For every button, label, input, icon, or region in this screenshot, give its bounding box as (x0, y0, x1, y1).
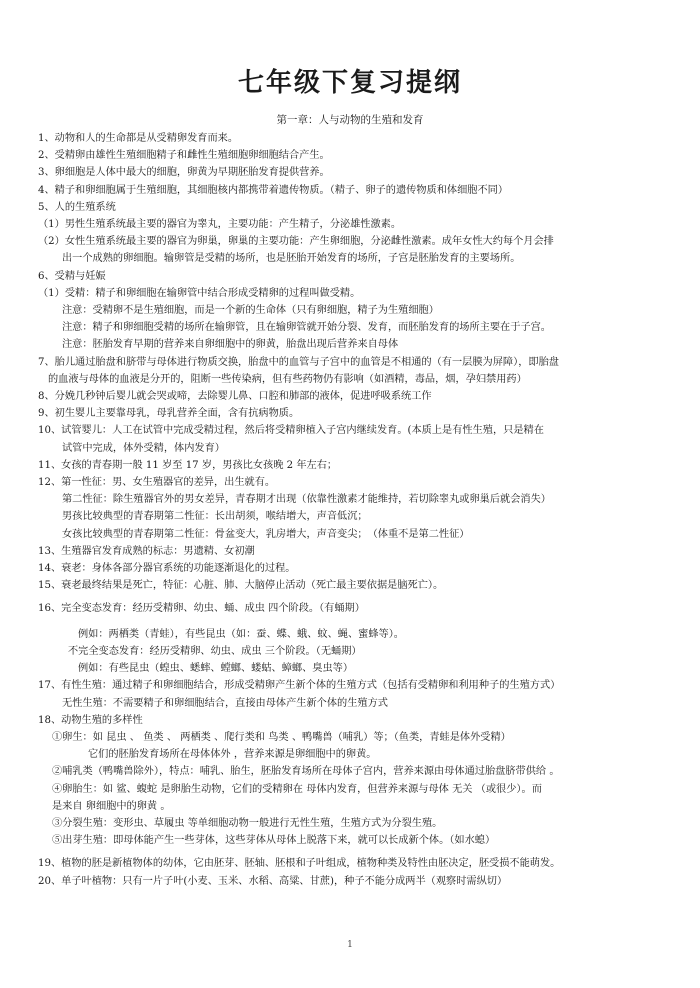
outline-line: 第二性征：除生殖器官外的男女差异，青春期才出现（依靠性激素才能维持，若切除睾丸或卵巢后就会消失） (62, 494, 551, 506)
outline-line: 出一个成熟的卵细胞。输卵管是受精的场所，也是胚胎开始发育的场所，子宫是胚胎发育的主要场所。 (62, 253, 521, 265)
outline-line: 19、植物的胚是新植物体的幼体，它由胚芽、胚轴、胚根和子叶组成，植物种类及特性由胚决定，胚受损不能萌发。 (38, 858, 561, 870)
outline-line: ①卵生：如 昆虫 、 鱼类 、 两栖类 、爬行类和 鸟类 、鸭嘴兽（哺乳）等；（鱼类，青蛙是体外受精） (52, 731, 511, 743)
outline-line: 不完全变态发育：经历受精卵、幼虫、成虫 三个阶段。（无蛹期） (68, 645, 362, 657)
outline-line: （2）女性生殖系统最主要的器官为卵巢，卵巢的主要功能：产生卵细胞，分泌雌性激素。成年女性大约每个月会排 (38, 236, 554, 248)
outline-line: （1）男性生殖系统最主要的器官为睾丸，主要功能：产生精子，分泌雄性激素。 (38, 219, 402, 231)
outline-line: 7、胎儿通过胎盘和脐带与母体进行物质交换，胎盘中的血管与子宫中的血管是不相通的（有一层膜为屏障），即胎盘 (38, 356, 559, 368)
outline-line: 14、衰老：身体各部分器官系统的功能逐渐退化的过程。 (38, 563, 296, 575)
outline-line: 6、受精与妊娠 (38, 270, 106, 282)
outline-line: 17、有性生殖：通过精子和卵细胞结合，形成受精卵产生新个体的生殖方式（包括有受精卵和利用种子的生殖方式） (38, 680, 561, 692)
outline-line: 它们的胚胎发育场所在母体体外 ，营养来源是卵细胞中的卵黄。 (88, 749, 377, 761)
outline-line: ⑤出芽生殖：即母体能产生一些芽体，这些芽体从母体上脱落下来，就可以长成新个体。（如水螅） (52, 835, 496, 847)
outline-line: 10、试管婴儿：人工在试管中完成受精过程，然后将受精卵植入子宫内继续发育。(本质上是有性生殖，只是精在 (38, 425, 544, 437)
outline-line: 2、受精卵由雄性生殖细胞精子和雌性生殖细胞卵细胞结合产生。 (38, 150, 330, 162)
outline-line: 无性生殖：不需要精子和卵细胞结合，直接由母体产生新个体的生殖方式 (62, 697, 388, 709)
outline-line: 4、精子和卵细胞属于生殖细胞，其细胞核内都携带着遗传物质。（精子、卵子的遗传物质和体细胞不同） (38, 184, 509, 196)
outline-line: 20、单子叶植物：只有一片子叶(小麦、玉米、水稻、高粱、甘蔗)，种子不能分成两半（观察时需纵切） (38, 875, 508, 887)
outline-line: 注意：受精卵不是生殖细胞，而是一个新的生命体（只有卵细胞，精子为生殖细胞） (62, 305, 439, 317)
outline-body (38, 130, 674, 890)
outline-line: 16、完全变态发育：经历受精卵、幼虫、蛹、成虫 四个阶段。（有蛹期） (38, 603, 365, 615)
outline-line: 例如：有些昆虫（蝗虫、蟋蟀、螳螂、蝼蛄、蟑螂、臭虫等） (78, 663, 354, 675)
outline-line: 的血液与母体的血液是分开的，阻断一些传染病，但有些药物仍有影响（如酒精，毒品，烟，孕妇禁用药） (48, 373, 527, 385)
outline-line: 试管中完成，体外受精，体内发育） (62, 442, 225, 454)
outline-line: 注意：精子和卵细胞受精的场所在输卵管，且在输卵管就开始分裂、发育，而胚胎发育的场所主要在于子宫。 (62, 322, 551, 334)
outline-line: （1）受精：精子和卵细胞在输卵管中结合形成受精卵的过程叫做受精。 (38, 287, 361, 299)
outline-line: 3、卵细胞是人体中最大的细胞，卵黄为早期胚胎发育提供营养。 (38, 167, 330, 179)
outline-line: 注意：胚胎发育早期的营养来自卵细胞中的卵黄，胎盘出现后营养来自母体 (62, 339, 399, 351)
chapter-heading: 第一章：人与动物的生殖和发育 (276, 114, 424, 126)
outline-line: 8、分娩几秒钟后婴儿就会哭或啼，去除婴儿鼻、口腔和肺部的液体，促进呼吸系统工作 (38, 391, 432, 403)
outline-line: 18、动物生殖的多样性 (38, 714, 143, 726)
outline-line: 是来自 卵细胞中的卵黄 。 (52, 800, 171, 812)
outline-line: 例如：两栖类（青蛙），有些昆虫（如：蚕、蝶、蛾、蚊、蝇、蜜蜂等）。 (78, 628, 404, 640)
outline-line: 12、第一性征：男、女生殖器官的差异，出生就有。 (38, 477, 276, 489)
page-number: 1 (347, 940, 353, 950)
outline-line: 5、人的生殖系统 (38, 201, 116, 213)
outline-line: ④卵胎生：如 鲨、蝮蛇 是卵胎生动物，它们的受精卵在 母体内发育，但营养来源与母体 无关 （或很少）。而 (52, 783, 542, 795)
outline-line: 男孩比较典型的青春期第二性征：长出胡须，喉结增大，声音低沉； (62, 511, 368, 523)
outline-line: 1、动物和人的生命都是从受精卵发育而来。 (38, 133, 239, 144)
outline-line: ②哺乳类（鸭嘴兽除外），特点：哺乳、胎生，胚胎发育场所在母体子宫内，营养来源由母体通过胎盘脐带供给 。 (52, 766, 560, 778)
outline-line: 9、初生婴儿主要靠母乳，母乳营养全面，含有抗病物质。 (38, 408, 300, 420)
outline-line: 11、女孩的青春期一般 11 岁至 17 岁，男孩比女孩晚 2 年左右； (38, 459, 338, 471)
outline-line: 女孩比较典型的青春期第二性征：骨盆变大，乳房增大，声音变尖； （体重不是第二性征） (62, 528, 470, 540)
page-title: 七年级下复习提纲 (237, 68, 462, 98)
outline-line: ③分裂生殖：变形虫、草履虫 等单细胞动物一般进行无性生殖，生殖方式为分裂生殖。 (52, 817, 443, 829)
outline-line: 15、衰老最终结果是死亡，特征：心脏、肺、大脑停止活动（死亡最主要依据是脑死亡）。 (38, 580, 444, 592)
outline-line: 13、生殖器官发育成熟的标志：男遗精、女初潮 (38, 545, 255, 557)
